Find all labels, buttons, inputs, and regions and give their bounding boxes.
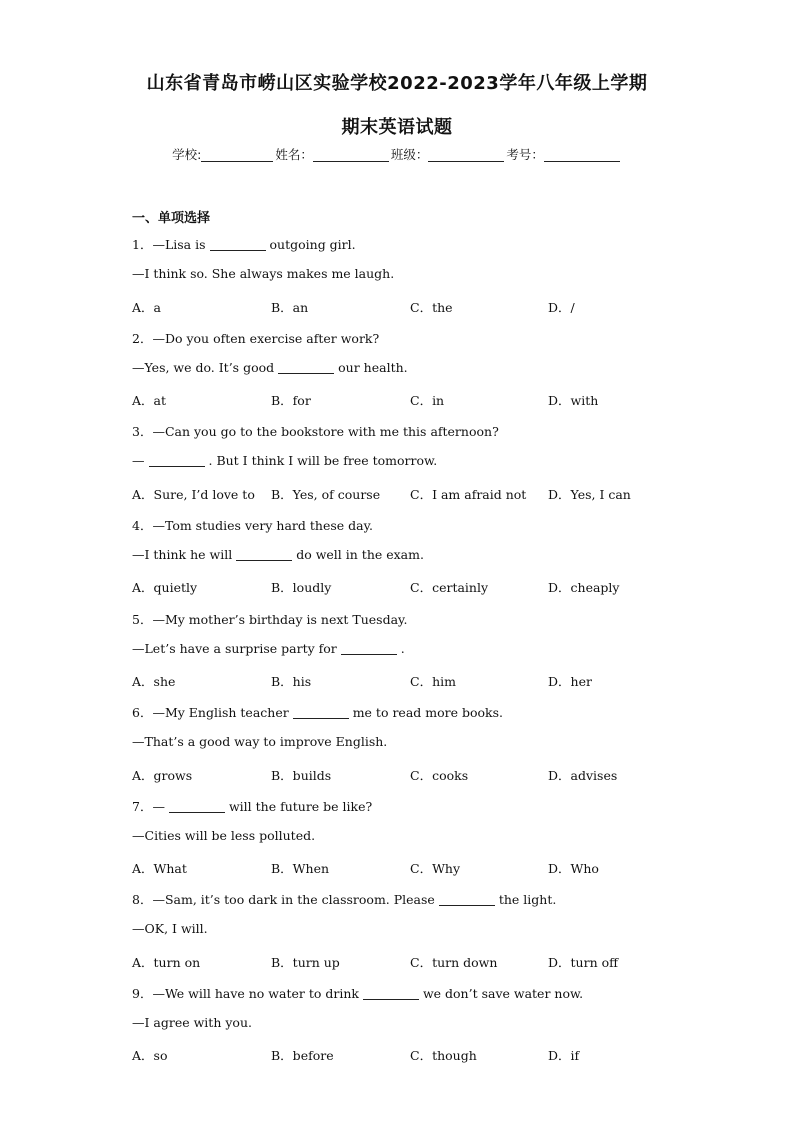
answer-blank[interactable]	[439, 893, 495, 906]
question-4-response	[132, 547, 424, 562]
option-b[interactable]: B．for	[271, 393, 311, 408]
exam-title-line1: 山东省青岛市崂山区实验学校2022-2023学年八年级上学期	[146, 73, 648, 94]
option-d[interactable]: D．cheaply	[548, 580, 620, 595]
response-text: do well in the exam.	[296, 547, 424, 562]
question-5-response	[132, 641, 405, 656]
answer-blank[interactable]	[363, 987, 419, 1000]
exam-title-line2: 期末英语试题	[341, 117, 453, 138]
question-8-response: —OK, I will.	[132, 921, 208, 936]
option-b[interactable]: B．turn up	[271, 955, 340, 970]
question-6	[132, 703, 503, 721]
option-d[interactable]: D．Who	[548, 861, 599, 876]
class-blank[interactable]	[428, 147, 504, 162]
section-title: 一、单项选择	[132, 211, 211, 226]
option-c[interactable]: C．the	[410, 300, 453, 315]
question-text: —My English teacher	[152, 705, 289, 720]
question-text: —	[152, 799, 165, 814]
question-text: will the future be like?	[228, 799, 373, 814]
question-5	[132, 610, 407, 628]
option-b[interactable]: B．before	[271, 1048, 334, 1063]
option-a[interactable]: A．turn on	[132, 955, 201, 970]
option-b[interactable]: B．builds	[271, 768, 332, 783]
answer-blank[interactable]	[169, 800, 225, 813]
question-text: —Can you go to the bookstore with me this afternoon?	[152, 424, 499, 439]
question-number: 7．	[132, 799, 153, 814]
option-c[interactable]: C．certainly	[410, 580, 489, 595]
question-8	[132, 890, 556, 908]
question-number: 8．	[132, 892, 153, 907]
option-b[interactable]: B．Yes, of course	[271, 487, 381, 502]
response-text: . But I think I will be free tomorrow.	[208, 453, 438, 468]
school-label: 学校:	[172, 147, 202, 162]
question-text: —Lisa is	[152, 237, 206, 252]
question-number: 9．	[132, 986, 153, 1001]
option-b[interactable]: B．his	[271, 674, 312, 689]
question-text: outgoing girl.	[269, 237, 356, 252]
question-2-response	[132, 360, 408, 375]
question-7-response: —Cities will be less polluted.	[132, 828, 316, 843]
question-text: —Do you often exercise after work?	[152, 331, 380, 346]
question-number: 3．	[132, 424, 153, 439]
option-d[interactable]: D．her	[548, 674, 592, 689]
answer-blank[interactable]	[149, 454, 205, 467]
name-label: 姓名：	[275, 147, 313, 162]
question-3-response	[132, 453, 437, 468]
exam-number-label: 考号：	[506, 147, 544, 162]
school-blank[interactable]	[201, 147, 273, 162]
exam-number-blank[interactable]	[544, 147, 620, 162]
option-c[interactable]: C．him	[410, 674, 456, 689]
option-a[interactable]: A．she	[132, 674, 176, 689]
option-a[interactable]: A．so	[132, 1048, 168, 1063]
option-d[interactable]: D．/	[548, 300, 575, 315]
question-text: —Tom studies very hard these day.	[152, 518, 373, 533]
option-d[interactable]: D．Yes, I can	[548, 487, 631, 502]
question-text: me to read more books.	[352, 705, 503, 720]
option-c[interactable]: C．Why	[410, 861, 461, 876]
class-label: 班级：	[390, 147, 429, 162]
option-b[interactable]: B．an	[271, 300, 309, 315]
question-number: 5．	[132, 612, 153, 627]
question-1	[132, 235, 356, 253]
option-b[interactable]: B．loudly	[271, 580, 332, 595]
question-text: we don’t save water now.	[422, 986, 584, 1001]
response-text: —	[132, 453, 145, 468]
response-text: —Yes, we do. It’s good	[132, 360, 275, 375]
response-text: .	[400, 641, 405, 656]
question-text: —We will have no water to drink	[152, 986, 359, 1001]
option-c[interactable]: C．I am afraid not	[410, 487, 527, 502]
option-d[interactable]: D．turn off	[548, 955, 619, 970]
answer-blank[interactable]	[236, 548, 292, 561]
question-1-response: —I think so. She always makes me laugh.	[132, 266, 395, 281]
name-blank[interactable]	[313, 147, 389, 162]
response-text: —Let’s have a surprise party for	[132, 641, 337, 656]
question-number: 2．	[132, 331, 153, 346]
question-6-response: —That’s a good way to improve English.	[132, 734, 388, 749]
option-a[interactable]: A．quietly	[132, 580, 198, 595]
answer-blank[interactable]	[341, 642, 397, 655]
option-a[interactable]: A．at	[132, 393, 167, 408]
option-d[interactable]: D．advises	[548, 768, 618, 783]
option-d[interactable]: D．if	[548, 1048, 580, 1063]
question-2	[132, 329, 379, 347]
option-c[interactable]: C．cooks	[410, 768, 469, 783]
response-text: our health.	[338, 360, 408, 375]
question-text: —My mother’s birthday is next Tuesday.	[152, 612, 408, 627]
question-3	[132, 422, 499, 440]
question-text: —Sam, it’s too dark in the classroom. Please	[152, 892, 435, 907]
question-9-response: —I agree with you.	[132, 1015, 252, 1030]
answer-blank[interactable]	[293, 706, 349, 719]
option-a[interactable]: A．a	[132, 300, 161, 315]
option-a[interactable]: A．grows	[132, 768, 193, 783]
answer-blank[interactable]	[278, 361, 334, 374]
question-4	[132, 516, 373, 534]
option-c[interactable]: C．though	[410, 1048, 477, 1063]
student-info-line	[0, 145, 794, 163]
option-c[interactable]: C．turn down	[410, 955, 498, 970]
question-text: the light.	[498, 892, 557, 907]
question-number: 4．	[132, 518, 153, 533]
question-number: 1．	[132, 237, 153, 252]
option-d[interactable]: D．with	[548, 393, 599, 408]
option-a[interactable]: A．Sure, I’d love to	[132, 487, 255, 502]
question-9	[132, 984, 583, 1002]
question-7	[132, 797, 372, 815]
option-c[interactable]: C．in	[410, 393, 445, 408]
answer-blank[interactable]	[210, 238, 266, 251]
option-b[interactable]: B．When	[271, 861, 330, 876]
question-number: 6．	[132, 705, 153, 720]
response-text: —I think he will	[132, 547, 233, 562]
option-a[interactable]: A．What	[132, 861, 187, 876]
